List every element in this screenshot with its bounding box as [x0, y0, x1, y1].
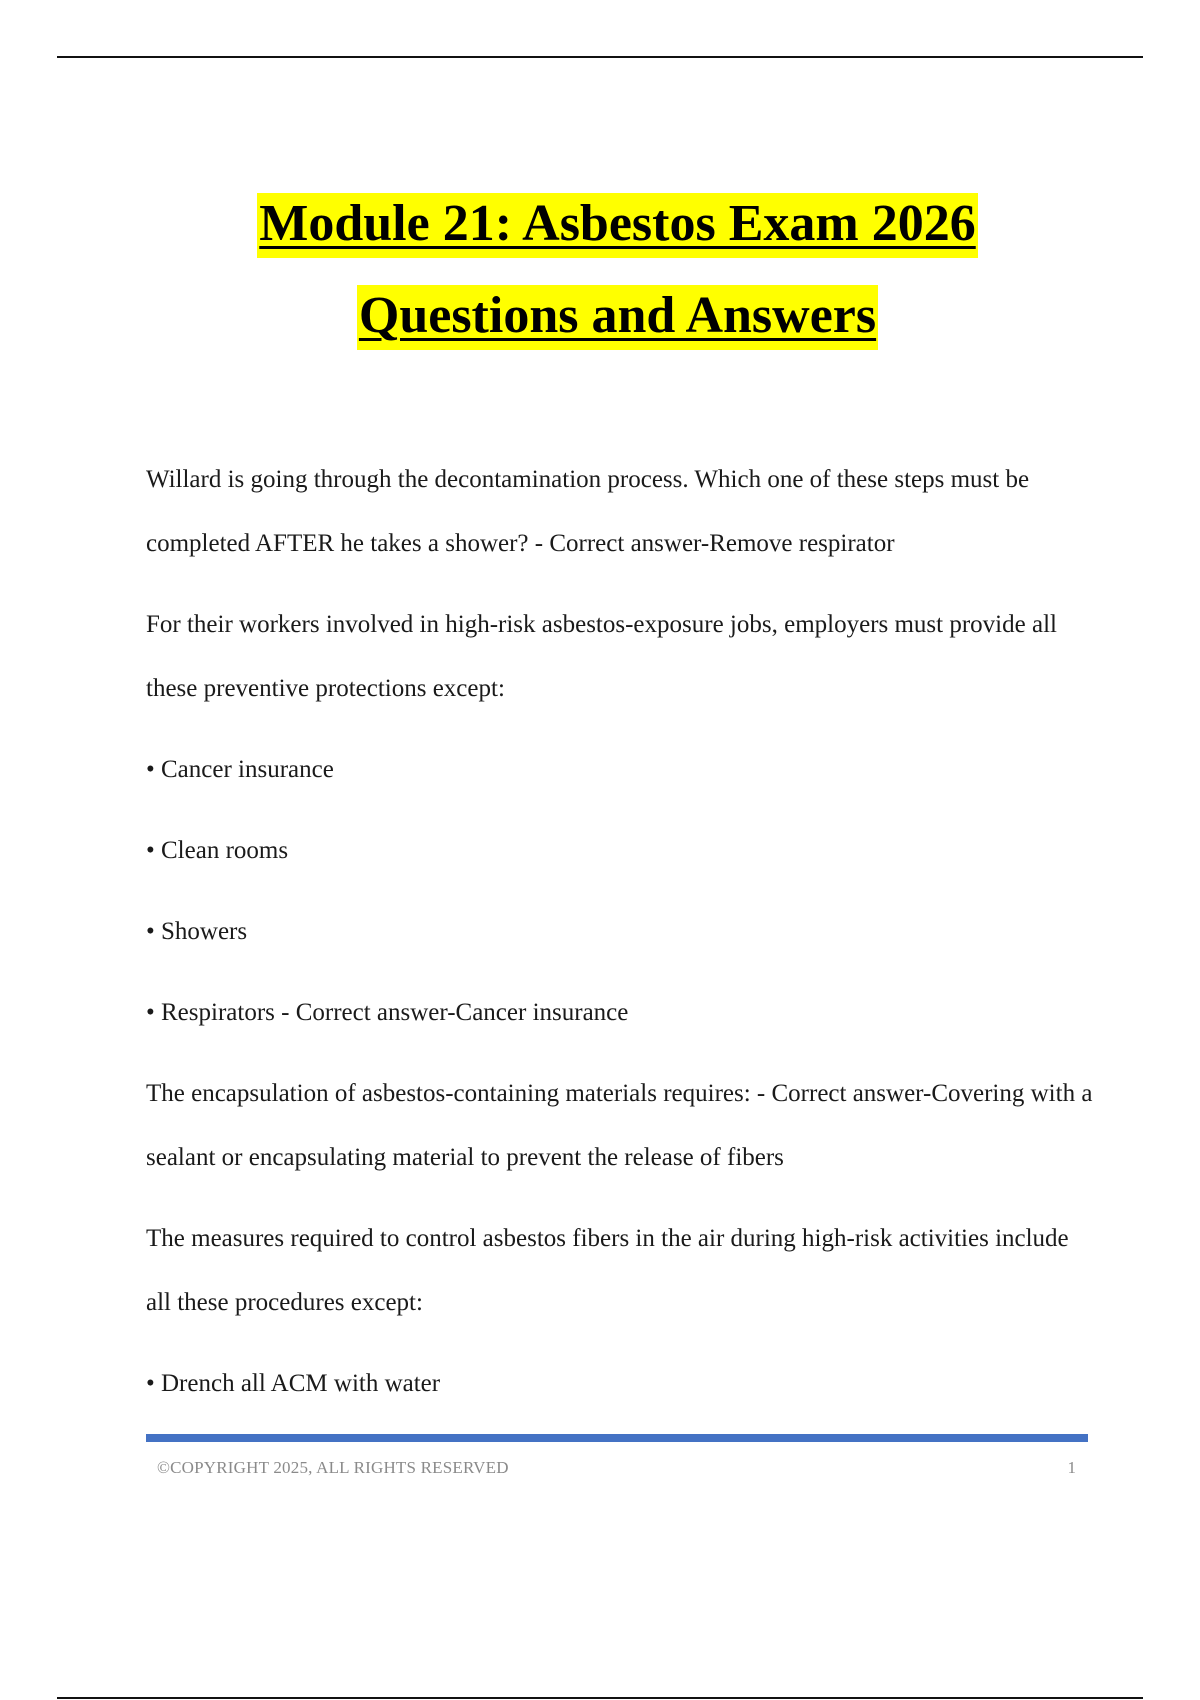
document-body	[146, 448, 1096, 1433]
document-title	[0, 178, 1200, 362]
top-rule	[57, 56, 1143, 58]
list-item: • Cancer insurance	[146, 756, 334, 783]
page-number: 1	[1067, 1458, 1076, 1477]
title-line-1-text: Module 21: Asbestos Exam 2026	[257, 193, 977, 258]
question-decontamination: Willard is going through the decontamination process. Which one of these steps must be completed AFTER he takes a shower? - Correct answer-Remove respirator	[146, 466, 1030, 557]
title-line-2	[0, 270, 1200, 362]
question-preventive-protections: For their workers involved in high-risk asbestos-exposure jobs, employers must provide all these preventive protections except:	[146, 611, 1057, 702]
footer-bar	[146, 1434, 1088, 1442]
list-item: • Respirators - Correct answer-Cancer insurance	[146, 999, 629, 1026]
bottom-rule	[57, 1697, 1143, 1699]
question-control-measures: The measures required to control asbestos fibers in the air during high-risk activities include all these procedures except:	[146, 1225, 1069, 1316]
title-line-1	[0, 178, 1200, 270]
title-line-2-text: Questions and Answers	[357, 285, 878, 350]
footer-copyright: ©COPYRIGHT 2025, ALL RIGHTS RESERVED	[157, 1458, 509, 1477]
list-item: • Clean rooms	[146, 837, 289, 864]
list-item: • Showers	[146, 918, 248, 945]
question-encapsulation: The encapsulation of asbestos-containing materials requires: - Correct answer-Covering with a sealant or encapsulating material to prevent the release of fibers	[146, 1080, 1093, 1171]
list-item: • Drench all ACM with water	[146, 1370, 441, 1397]
